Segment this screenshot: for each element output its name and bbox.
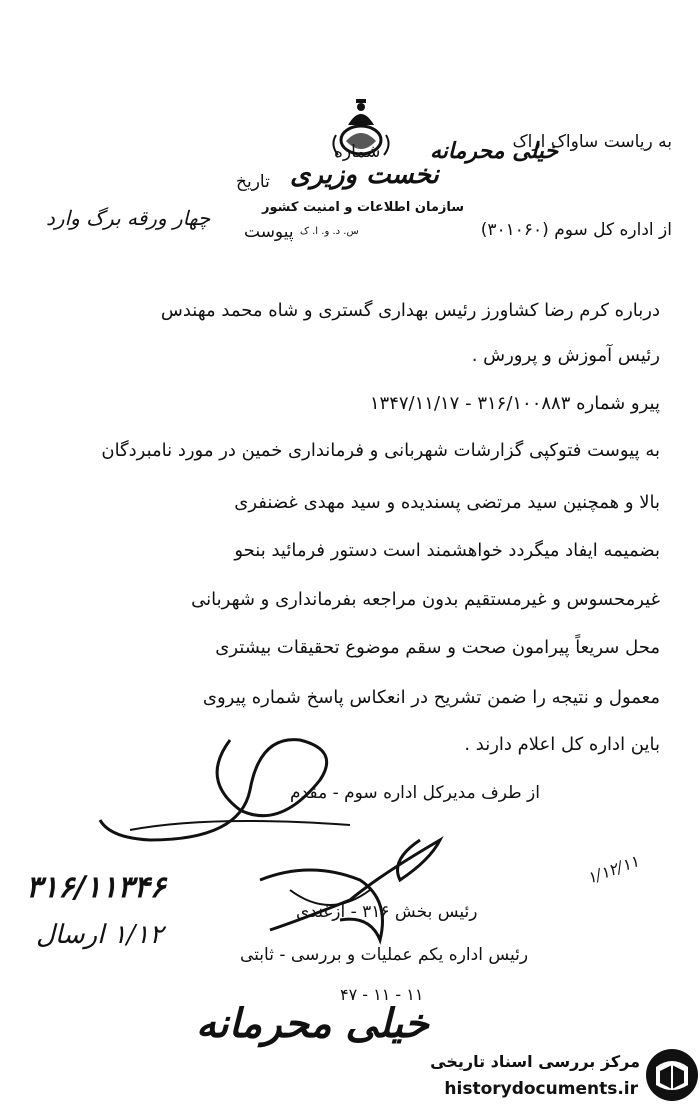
- date-code: ۱۱ - ۱۱ - ۴۷: [340, 985, 424, 1004]
- secret-stamp-top: خیلی محرمانه: [430, 138, 559, 164]
- body-line-9: معمول و نتیجه را ضمن تشریح در انعکاس پاسخ شماره پیروی: [202, 687, 660, 708]
- department-head-line-2: رئیس اداره یکم عملیات و بررسی - ثابتی: [240, 945, 529, 965]
- body-line-2: رئیس آموزش و پرورش .: [471, 345, 660, 366]
- body-line-3: پیرو شماره ۳۱۶/۱۰۰۸۸۳ - ۱۳۴۷/۱۱/۱۷: [369, 393, 660, 414]
- left-reference-number: ۳۱۶/۱۱۳۴۶: [26, 870, 166, 905]
- handwritten-signature-middle: [230, 820, 490, 960]
- body-line-8: محل سریعاً پیرامون صحت و سقم موضوع تحقیقات بیشتری: [215, 637, 660, 658]
- body-line-7: غیرمحسوس و غیرمستقیم بدون مراجعه بفرمانداری و شهربانی: [191, 589, 660, 610]
- right-handwritten-notes: ۱/۱۲/۱۱: [584, 851, 642, 888]
- archive-logo-icon: [642, 1045, 698, 1105]
- watermark: [400, 1039, 700, 1109]
- attachment-label: پیوست: [244, 222, 294, 242]
- closing-signature-line: از طرف مدیرکل اداره سوم - مقدم: [290, 783, 540, 803]
- date-label: تاریخ: [236, 172, 270, 192]
- ministry-name: نخست وزیری: [290, 160, 439, 190]
- body-line-1: درباره کرم رضا کشاورز رئیس بهداری گستری و شاه محمد مهندس: [160, 300, 660, 321]
- secret-stamp-bottom: خیلی محرمانه: [196, 1000, 429, 1047]
- org-name: سازمان اطلاعات و امنیت کشور: [262, 200, 465, 215]
- department-head-line: رئیس بخش ۳۱۶ - ازغندی: [296, 902, 478, 922]
- number-label: شماره: [334, 142, 381, 162]
- org-subcode: س. د. و. ا. ک: [300, 226, 359, 237]
- from-department: از اداره کل سوم (۳۰۱۰۶۰): [480, 220, 672, 240]
- attachment-handwritten: چهار ورقه برگ وارد: [46, 206, 211, 230]
- body-line-6: بضمیمه ایفاد میگردد خواهشمند است دستور فرمائید بنحو: [234, 540, 660, 561]
- left-handwritten-note: ۱/۱۲ ارسال: [36, 920, 164, 950]
- watermark-site: historydocuments.ir: [444, 1079, 638, 1099]
- recipient-line: به ریاست ساواک اراک: [512, 132, 672, 152]
- body-line-10: باین اداره کل اعلام دارند .: [464, 734, 660, 755]
- body-line-5: بالا و همچنین سید مرتضی پسندیده و سید مهدی غضنفری: [234, 492, 660, 513]
- watermark-org-name: مرکز بررسی اسناد تاریخی: [430, 1052, 640, 1071]
- body-line-4: به پیوست فتوکپی گزارشات شهربانی و فرمانداری خمین در مورد نامبردگان: [101, 440, 660, 461]
